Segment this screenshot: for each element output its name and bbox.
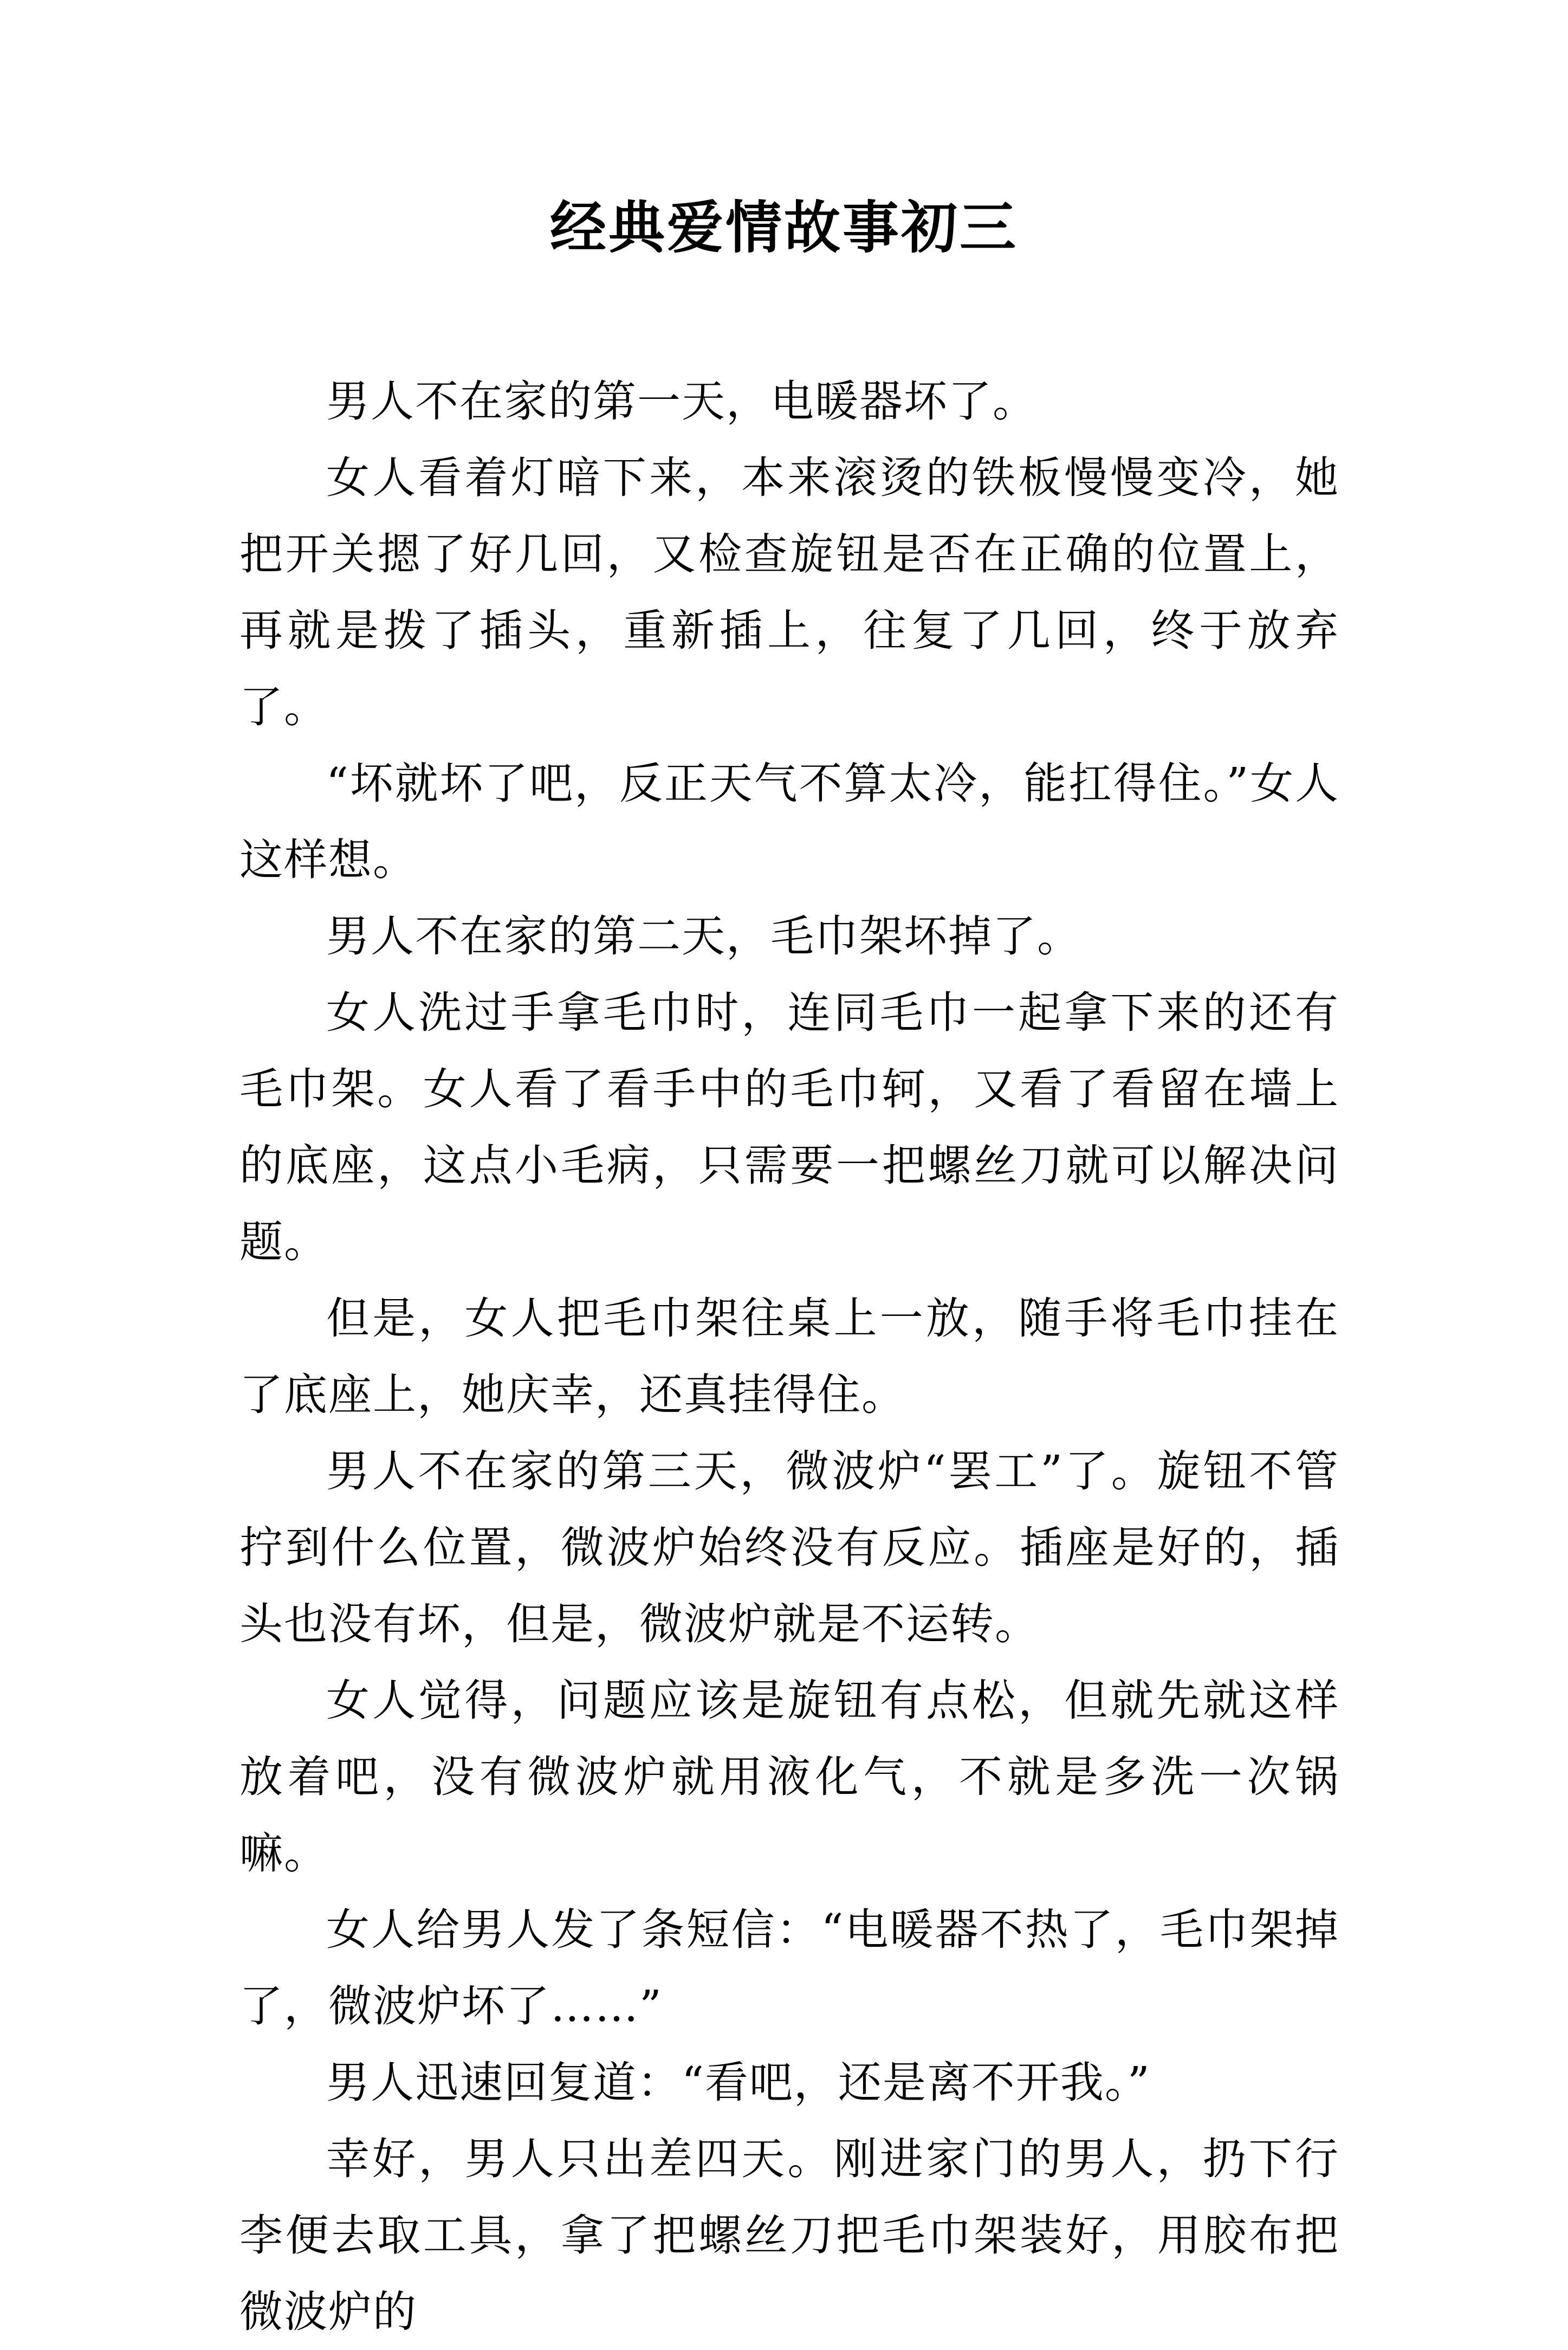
paragraph-8: 女人觉得，问题应该是旋钮有点松，但就先就这样放着吧，没有微波炉就用液化气，不就是多洗一次锅嘛。 — [239, 1675, 1339, 1878]
document-title: 经典爱情故事初三 — [549, 194, 1018, 261]
paragraph-2: 女人看着灯暗下来，本来滚烫的铁板慢慢变冷，她把开关摁了好几回，又检查旋钮是否在正确的位置上，再就是拨了插头，重新插上，往复了几回，终于放弃了。 — [239, 453, 1339, 732]
paragraph-7: 男人不在家的第三天，微波炉“罢工”了。旋钮不管拧到什么位置，微波炉始终没有反应。插座是好的，插头也没有坏，但是，微波炉就是不运转。 — [239, 1446, 1339, 1649]
paragraph-11: 幸好，男人只出差四天。刚进家门的男人，扔下行李便去取工具，拿了把螺丝刀把毛巾架装好，用胶布把微波炉的 — [239, 2134, 1339, 2337]
paragraph-10: 男人迅速回复道：“看吧，还是离不开我。” — [326, 2057, 1151, 2108]
paragraph-9: 女人给男人发了条短信：“电暖器不热了，毛巾架掉了，微波炉坏了……” — [239, 1904, 1339, 2031]
paragraph-4: 男人不在家的第二天，毛巾架坏掉了。 — [326, 911, 1081, 961]
paragraph-3: “坏就坏了吧，反正天气不算太冷，能扛得住。”女人这样想。 — [239, 758, 1339, 885]
paragraph-6: 但是，女人把毛巾架往桌上一放，随手将毛巾挂在了底座上，她庆幸，还真挂得住。 — [239, 1293, 1339, 1420]
paragraph-5: 女人洗过手拿毛巾时，连同毛巾一起拿下来的还有毛巾架。女人看了看手中的毛巾轲，又看了看留在墙上的底座，这点小毛病，只需要一把螺丝刀就可以解决问题。 — [239, 987, 1339, 1267]
paragraph-1: 男人不在家的第一天，电暖器坏了。 — [326, 376, 1037, 427]
document-body — [239, 363, 1339, 2350]
